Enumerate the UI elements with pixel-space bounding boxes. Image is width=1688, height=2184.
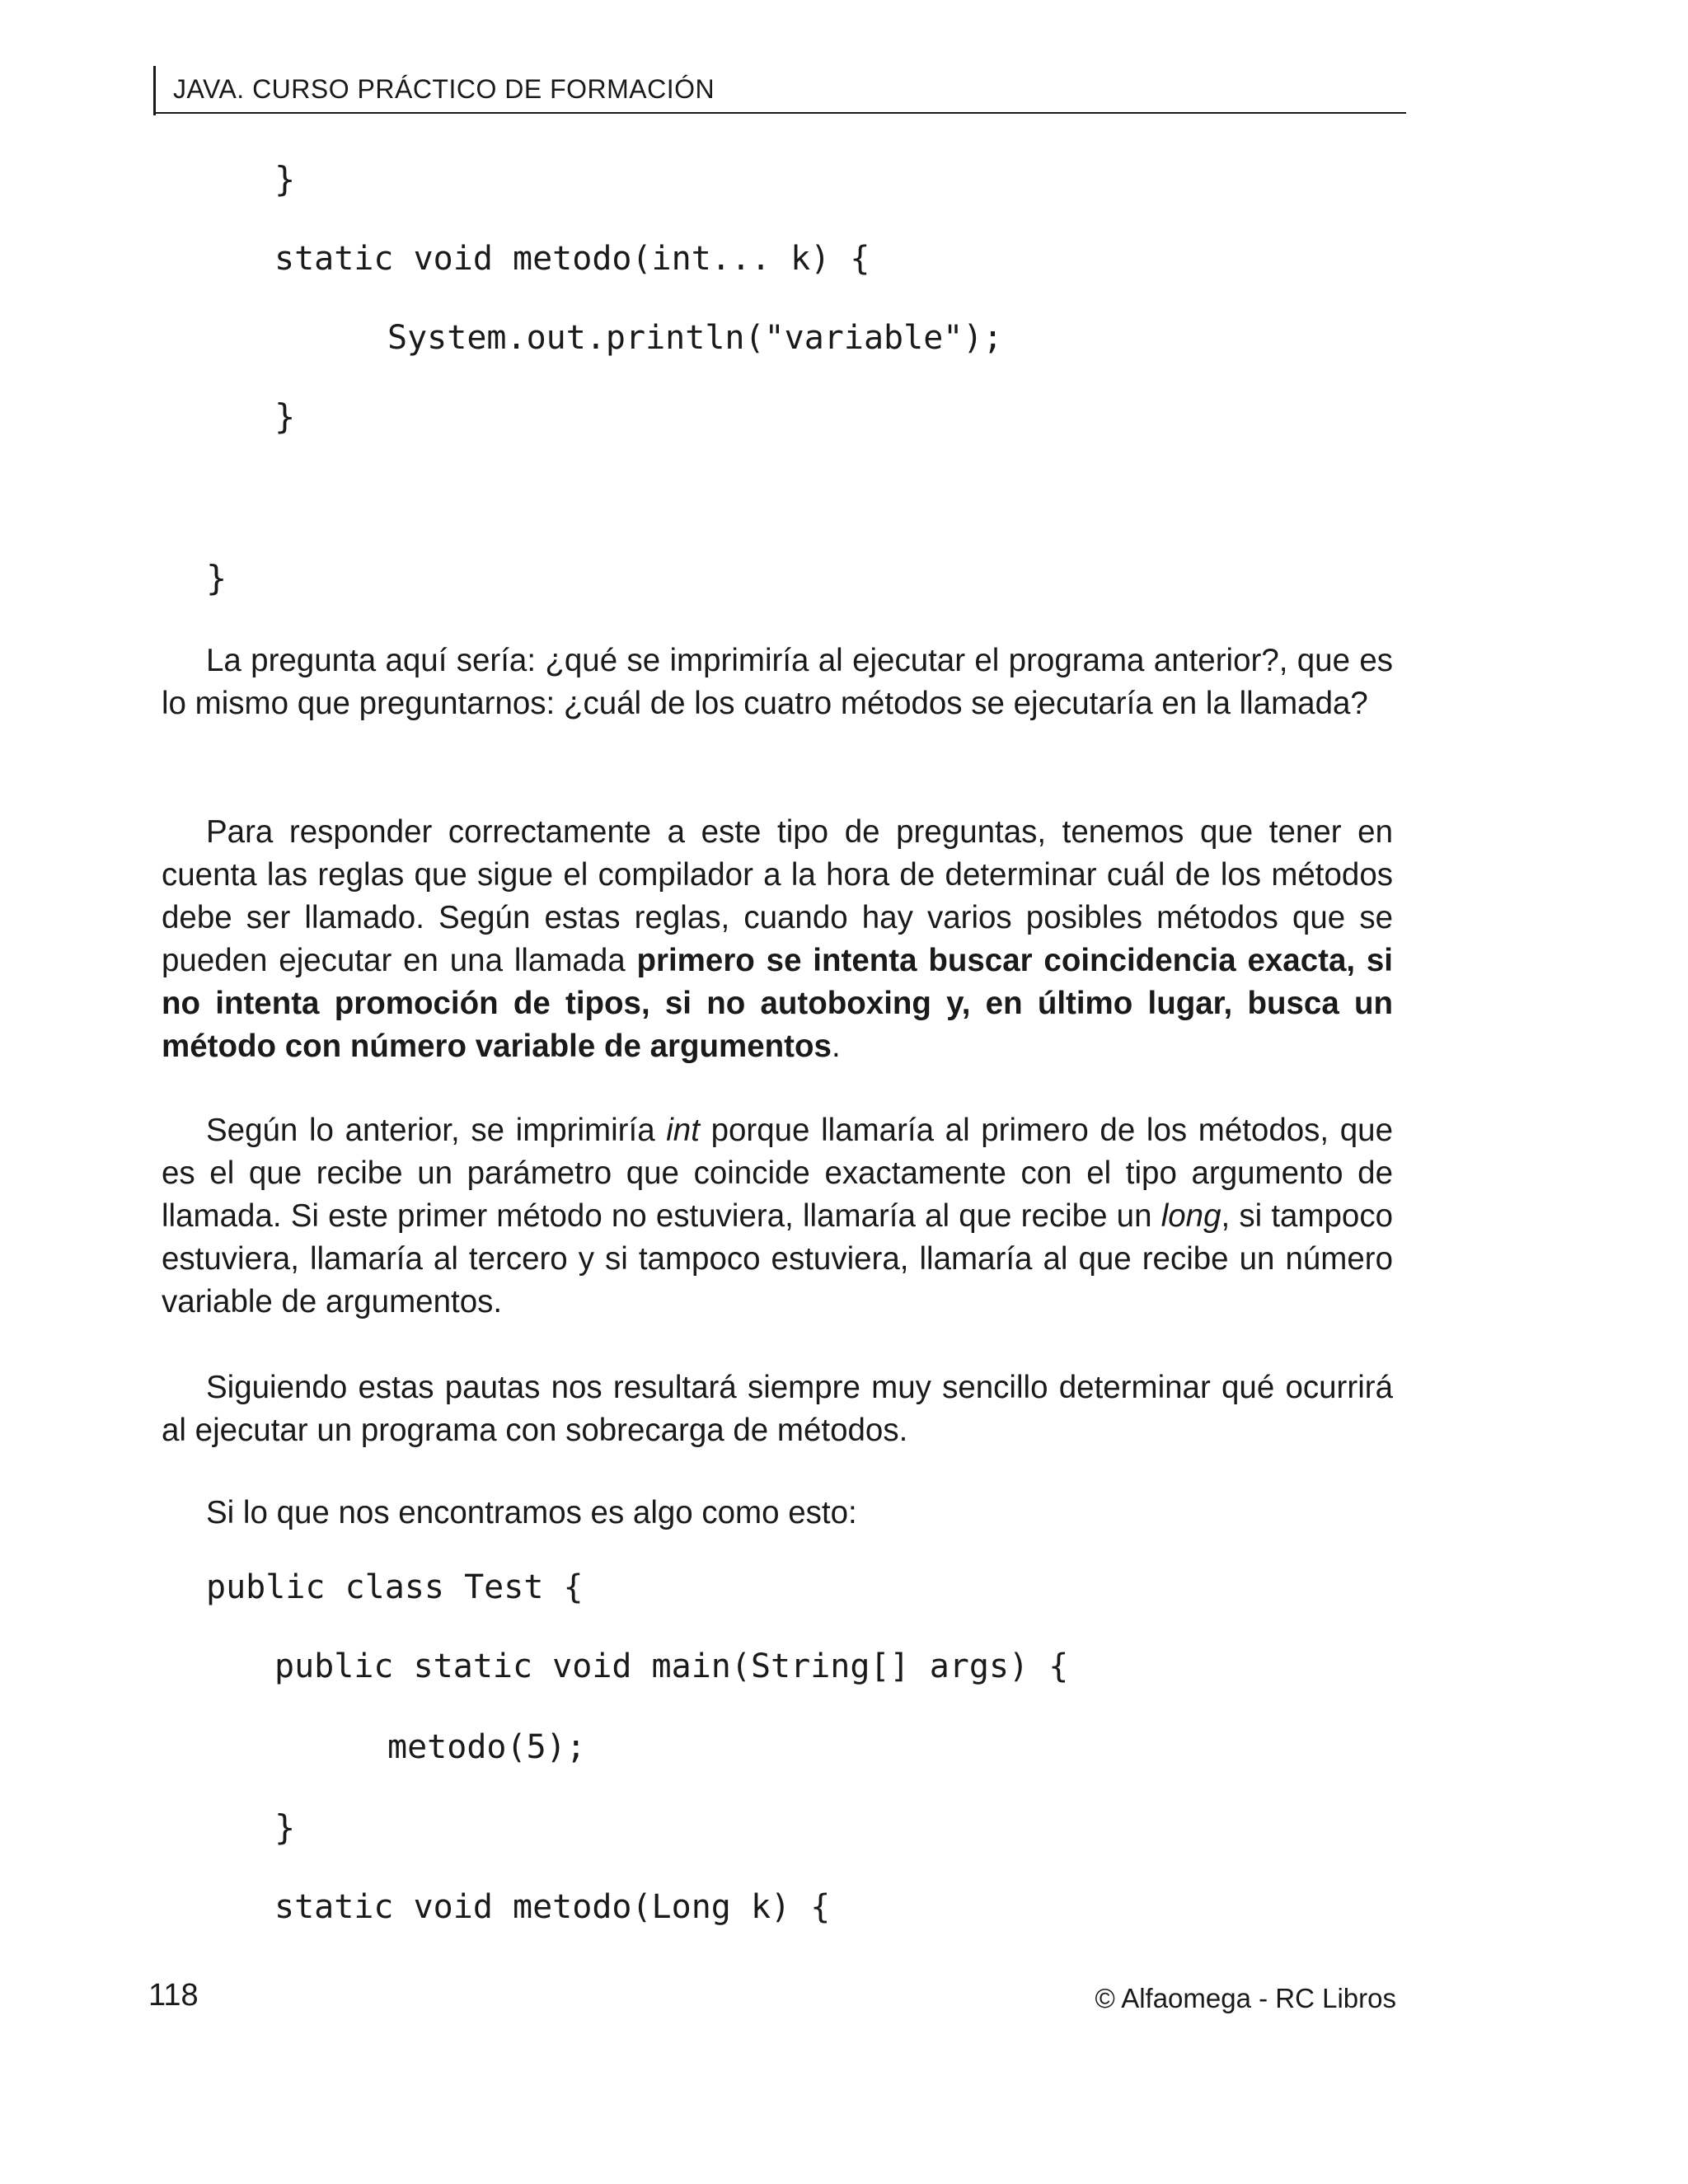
code-line: metodo(5); — [387, 1728, 586, 1766]
code-line: static void metodo(int... k) { — [274, 240, 870, 278]
paragraph-text: , si tampoco estuviera, llamaría al tercero y si tampoco estuviera, llamaría al que recibe un número variable de argumentos. — [162, 1198, 1393, 1319]
header-rule-horizontal — [153, 112, 1406, 114]
code-line: static void metodo(Long k) { — [274, 1888, 831, 1926]
page-number: 118 — [148, 1978, 199, 2013]
body-paragraph — [162, 1109, 1393, 1324]
code-line: } — [206, 558, 227, 598]
body-paragraph: Siguiendo estas pautas nos resultará siempre muy sencillo determinar qué ocurrirá al ejecutar un programa con sobrecarga de métodos. — [162, 1370, 1393, 1448]
paragraph-italic-text: long — [1160, 1198, 1221, 1234]
paragraph-italic-text: int — [666, 1113, 700, 1148]
body-paragraph: Si lo que nos encontramos es algo como esto: — [206, 1495, 857, 1530]
code-line: } — [274, 159, 296, 199]
paragraph-text: Para responder correctamente a este tipo de preguntas, tenemos que tener en cuenta las reglas que sigue el compilador a la hora de determinar cuál de los métodos debe ser llamado. Según estas reglas, cuando hay varios posibles métodos que se pueden ejecutar en una llamada — [162, 814, 1393, 978]
code-line: } — [274, 396, 296, 437]
body-paragraph — [162, 811, 1393, 1068]
paragraph-text: Según lo anterior, se imprimiría — [206, 1113, 667, 1148]
code-line: } — [274, 1807, 296, 1848]
code-line: public class Test { — [206, 1568, 584, 1606]
paragraph-bold-text: primero se intenta buscar coincidencia exacta, si no intenta promoción de tipos, si no autoboxing y, en último lugar, busca un método con número variable de argumentos — [162, 943, 1393, 1064]
body-paragraph: La pregunta aquí sería: ¿qué se imprimiría al ejecutar el programa anterior?, que es lo mismo que preguntarnos: ¿cuál de los cuatro métodos se ejecutaría en la llamada? — [162, 643, 1393, 721]
header-rule-vertical — [153, 66, 156, 115]
paragraph-text: . — [831, 1029, 841, 1064]
copyright-notice: © Alfaomega - RC Libros — [1095, 1983, 1396, 2013]
code-line: System.out.println("variable"); — [387, 319, 1003, 357]
code-line: public static void main(String[] args) { — [274, 1647, 1069, 1685]
paragraph-text: porque llamaría al primero de los métodos, que es el que recibe un parámetro que coincide exactamente con el tipo argumento de llamada. Si este primer método no estuviera, llamaría al que recibe un — [162, 1113, 1393, 1234]
running-header-title: JAVA. CURSO PRÁCTICO DE FORMACIÓN — [173, 74, 715, 104]
